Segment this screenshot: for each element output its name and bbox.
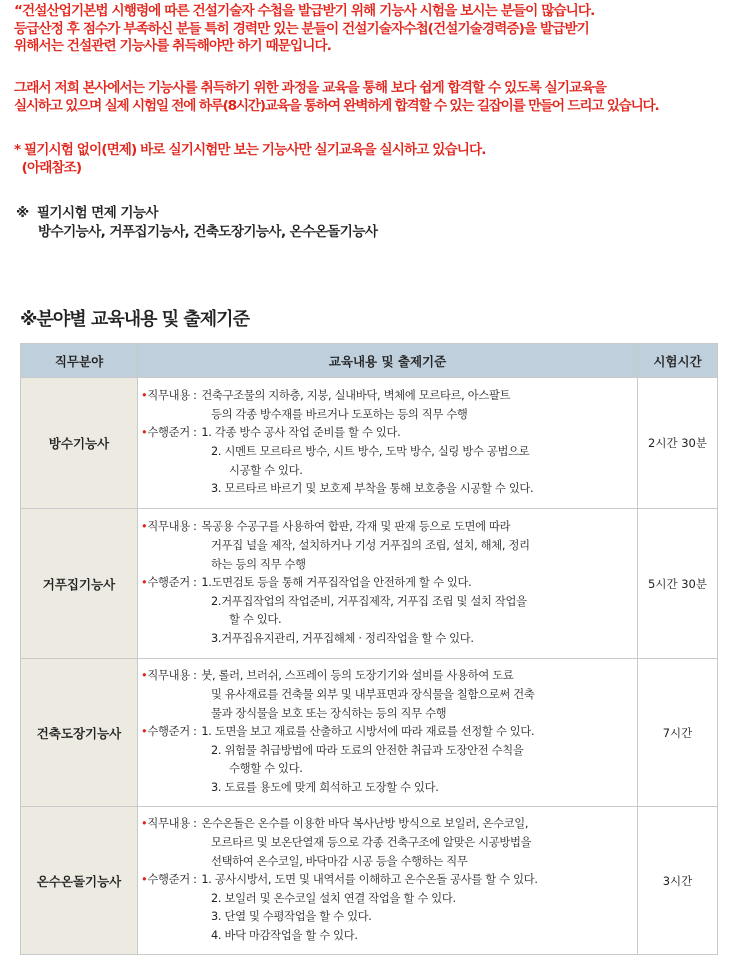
note-heading: ※ 필기시험 면제 기능사 — [16, 205, 158, 221]
intro-line: 등급산정 후 점수가 부족하신 분들 특히 경력만 있는 분들이 건설기술자수첩(건설기술경력증)을 발급받기 — [14, 20, 589, 37]
intro-line: 실시하고 있으며 실제 시험일 전에 하루(8시간)교육을 통하여 완벽하게 합격할 수 있는 길잡이를 만들어 드리고 있습니다. — [14, 97, 659, 114]
intro-paragraph-1 — [14, 3, 736, 56]
exam-time: 3시간 — [638, 807, 718, 955]
bullet-icon: • — [141, 426, 148, 440]
note-list: 방수기능사, 거푸집기능사, 건축도장기능사, 온수온돌기능사 — [38, 224, 378, 240]
table-row — [21, 378, 718, 509]
table-row — [21, 659, 718, 807]
field-name: 건축도장기능사 — [21, 659, 138, 807]
section-title: ※분야별 교육내용 및 출제기준 — [20, 309, 249, 330]
field-name: 온수온돌기능사 — [21, 807, 138, 955]
course-content: •직무내용 : 목공용 수공구를 사용하여 합판, 각재 및 판재 등으로 도면에 따라 거푸집 널을 제작, 설치하거나 기성 거푸집의 조립, 설치, 해체, 정리 하는 등의 직무 수행 •수행준거 : 1.도면검토 등을 통해 거푸집작업을 안전하게 할 수 있다. 2.거푸집작업의 작업준비, 거푸집제작, 거푸집 조립 및 설치 작업을 할 수 있다. 3.거푸집유지관리, 거푸집해체 · 정리작업을 할 수 있다. — [138, 509, 638, 659]
course-content: •직무내용 : 붓, 롤러, 브러쉬, 스프레이 등의 도장기기와 설비를 사용하여 도료 및 유사재료를 건축물 외부 및 내부표면과 장식물을 칠함으로써 건축 물과 장식물을 보호 또는 장식하는 등의 직무 수행 •수행준거 : 1. 도면을 보고 재료를 산출하고 시방서에 따라 재료를 선정할 수 있다. 2. 위험물 취급방법에 따라 도료의 안전한 취급과 도장안전 수칙을 수행할 수 있다. 3. 도료를 용도에 맞게 희석하고 도장할 수 있다. — [138, 659, 638, 807]
exemption-note — [16, 204, 716, 242]
exam-time: 7시간 — [638, 659, 718, 807]
header-content: 교육내용 및 출제기준 — [138, 344, 638, 378]
exam-time: 5시간 30분 — [638, 509, 718, 659]
intro-paragraph-3 — [14, 142, 736, 177]
curriculum-table — [20, 343, 718, 955]
bullet-icon: • — [141, 669, 148, 683]
intro-line: 그래서 저희 본사에서는 기능사를 취득하기 위한 과정을 교육을 통해 보다 쉽게 합격할 수 있도록 실기교육을 — [14, 80, 606, 96]
bullet-icon: • — [141, 389, 148, 403]
field-name: 방수기능사 — [21, 378, 138, 509]
bullet-icon: • — [141, 725, 148, 739]
intro-paragraph-2 — [14, 80, 736, 115]
bullet-icon: • — [141, 873, 148, 887]
table-row — [21, 509, 718, 659]
header-field: 직무분야 — [21, 344, 138, 378]
intro-line: 위해서는 건설관련 기능사를 취득해야만 하기 때문입니다. — [14, 38, 331, 54]
table-header-row — [21, 344, 718, 378]
header-time: 시험시간 — [638, 344, 718, 378]
bullet-icon: • — [141, 576, 148, 590]
table-row — [21, 807, 718, 955]
intro-line: (아래참조) — [14, 159, 82, 176]
bullet-icon: • — [141, 520, 148, 534]
course-content: •직무내용 : 온수온돌은 온수를 이용한 바닥 복사난방 방식으로 보일러, 온수코일, 모르타르 및 보온단열재 등으로 각종 건축구조에 알맞은 시공방법을 선택하여 온수코일, 바닥마감 시공 등을 수행하는 직무 •수행준거 : 1. 공사시방서, 도면 및 내역서를 이해하고 온수온돌 공사를 할 수 있다. 2. 보일러 및 온수코일 설치 연결 작업을 할 수 있다. 3. 단열 및 수평작업을 할 수 있다. 4. 바닥 마감작업을 할 수 있다. — [138, 807, 638, 955]
exam-time: 2시간 30분 — [638, 378, 718, 509]
intro-line: * 필기시험 없이(면제) 바로 실기시험만 보는 기능사만 실기교육을 실시하고 있습니다. — [14, 142, 486, 158]
field-name: 거푸집기능사 — [21, 509, 138, 659]
intro-line: “건설산업기본법 시행령에 따른 건설기술자 수첩을 발급받기 위해 기능사 시험을 보시는 분들이 많습니다. — [14, 3, 595, 19]
bullet-icon: • — [141, 817, 148, 831]
course-content: •직무내용 : 건축구조물의 지하층, 지붕, 실내바닥, 벽체에 모르타르, 아스팔트 등의 각종 방수재를 바르거나 도포하는 등의 직무 수행 •수행준거 : 1. 각종 방수 공사 작업 준비를 할 수 있다. 2. 시멘트 모르타르 방수, 시트 방수, 도막 방수, 실링 방수 공법으로 시공할 수 있다. 3. 모르타르 바르기 및 보호제 부착을 통해 보호층을 시공할 수 있다. — [138, 378, 638, 509]
